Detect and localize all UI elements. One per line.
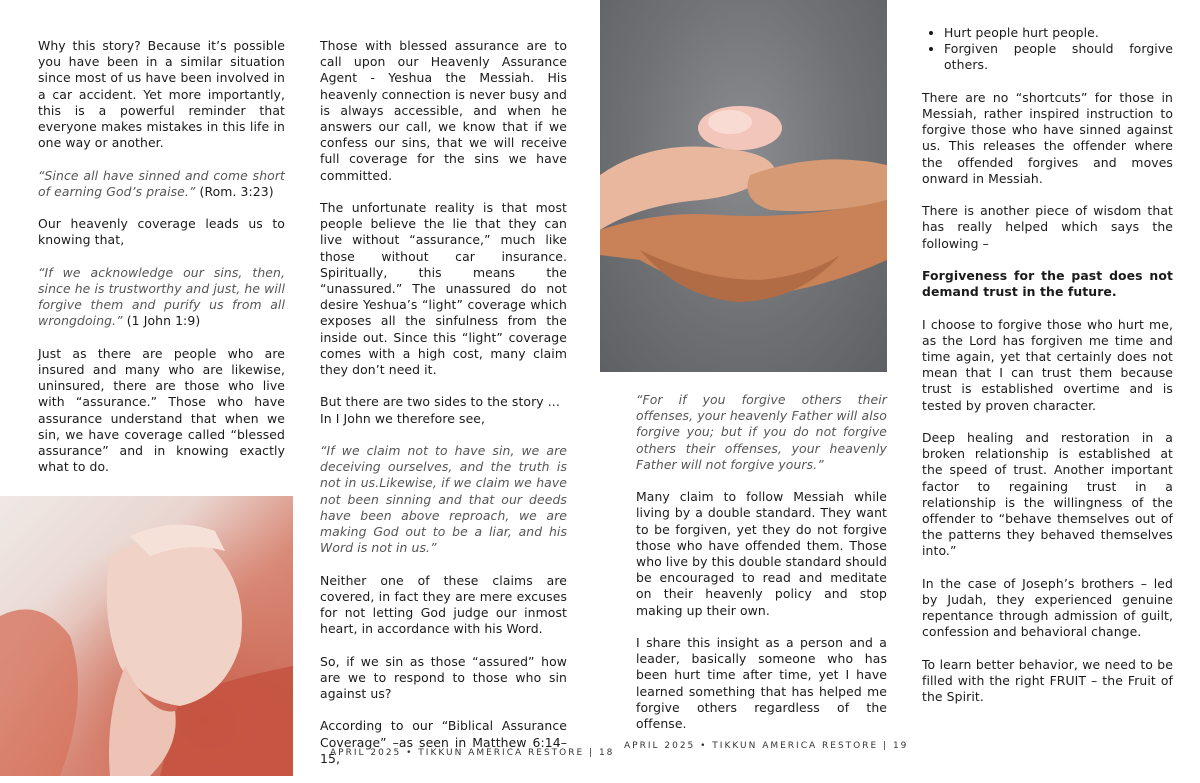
- paragraph: Many claim to follow Messiah while living by a double standard. They want to be forgiven, yet they do not forgive those who have offended them. Those who live by this double standard should be encouraged to read and meditate on their heavenly policy and stop making up their own.: [636, 489, 887, 618]
- bullet-list: [922, 25, 1173, 74]
- paragraph: I choose to forgive those who hurt me, as the Lord has forgiven me time and time again, yet that certainly does not mean that I can trust them because trust is established overtime and is tested by proven character.: [922, 316, 1173, 413]
- column-4: [922, 25, 1173, 722]
- paragraph: Just as there are people who are insured and many who are likewise, uninsured, there are those who live with “assurance.” Those who have assurance understand that when we sin, we have coverage called “blessed assurance” and in knowing exactly what to do.: [38, 345, 285, 475]
- bold-statement: Forgiveness for the past does not demand trust in the future.: [922, 268, 1173, 300]
- paragraph: Our heavenly coverage leads us to knowing that,: [38, 216, 285, 248]
- hands-with-flower-illustration: [600, 0, 887, 372]
- paragraph: So, if we sin as those “assured” how are we to respond to those who sin against us?: [320, 653, 567, 702]
- paragraph: [320, 394, 567, 426]
- paragraph: Neither one of these claims are covered, in fact they are mere excuses for not letting God judge our inmost heart, in accordance with his Word.: [320, 572, 567, 637]
- column-3: [636, 392, 887, 748]
- scripture-quote: “If we claim not to have sin, we are deceiving ourselves, and the truth is not in us.Likewise, if we claim we have not been sinning and that our deeds have been above reproach, we are making God out to be a liar, and his Word is not in us.”: [320, 443, 567, 556]
- page-footer-right: APRIL 2025 • TIKKUN AMERICA RESTORE | 19: [624, 741, 909, 751]
- list-item: • Forgiven people should forgive others.: [944, 41, 1173, 73]
- paragraph-line: In I John we therefore see,: [320, 410, 486, 426]
- quote-paragraph: [38, 168, 285, 200]
- paragraph: According to our “Biblical Assurance Coverage” –as seen in Matthew 6:14–15,: [320, 718, 567, 766]
- paragraph: Those with blessed assurance are to call upon our Heavenly Assurance Agent - Yeshua the Messiah. His heavenly connection is never busy and is always accessible, and when he answers our call, we know that if we confess our sins, that we will receive full coverage for the sins we have committed.: [320, 38, 567, 183]
- paragraph: To learn better behavior, we need to be filled with the right FRUIT – the Fruit of the Spirit.: [922, 656, 1173, 705]
- praying-hands-illustration: [0, 496, 293, 776]
- paragraph: There are no “shortcuts” for those in Messiah, rather inspired instruction to forgive those who have sinned against us. This releases the offender where the offended forgives and moves onward in Messiah.: [922, 89, 1173, 186]
- paragraph: Why this story? Because it’s possible you have been in a similar situation since most of us have been involved in a car accident. Yet more importantly, this is a powerful reminder that everyone makes mistakes in this life in one way or another.: [38, 38, 285, 151]
- paragraph: Deep healing and restoration in a broken relationship is established at the speed of trust. Another important factor to regaining trust in a relationship is the willingness of the offender to “behave themselves out of the patterns they behaved themselves into.”: [922, 430, 1173, 559]
- scripture-reference: (1 John 1:9): [122, 313, 201, 329]
- paragraph: In the case of Joseph’s brothers – led by Judah, they experienced genuine repentance through admission of guilt, confession and behavioral change.: [922, 575, 1173, 640]
- quote-paragraph: [38, 265, 285, 330]
- paragraph: The unfortunate reality is that most people believe the lie that they can live without “assurance,” much like those without car insurance. Spiritually, this means the “unassured.” The unassured do not desire Yeshua’s “light” coverage which exposes all the sinfulness from the inside out. Since this “light” coverage comes with a high cost, many claim they don’t need it.: [320, 200, 567, 378]
- praying-hands-photo: [0, 496, 293, 776]
- hands-with-flower-photo: [600, 0, 887, 372]
- paragraph: There is another piece of wisdom that has really helped which says the following –: [922, 203, 1173, 251]
- scripture-reference: (Rom. 3:23): [195, 183, 274, 199]
- scripture-quote: “Since all have sinned and come short of earning God’s praise.”: [38, 167, 285, 199]
- paragraph-line: But there are two sides to the story ...: [320, 394, 560, 410]
- list-item: • Hurt people hurt people.: [944, 25, 1173, 41]
- scripture-quote: “If we acknowledge our sins, then, since he is trustworthy and just, he will forgive them and purify us from all wrongdoing.”: [38, 264, 285, 329]
- page-footer-left: APRIL 2025 • TIKKUN AMERICA RESTORE | 18: [330, 748, 615, 758]
- column-1: [38, 38, 285, 492]
- column-2: [320, 38, 567, 783]
- scripture-quote: “For if you forgive others their offenses, your heavenly Father will also forgive you; but if you do not forgive others their offenses, your heavenly Father will not forgive yours.”: [636, 392, 887, 472]
- paragraph: I share this insight as a person and a leader, basically someone who has been hurt time after time, yet I have learned something that has helped me forgive others regardless of the offense.: [636, 635, 887, 732]
